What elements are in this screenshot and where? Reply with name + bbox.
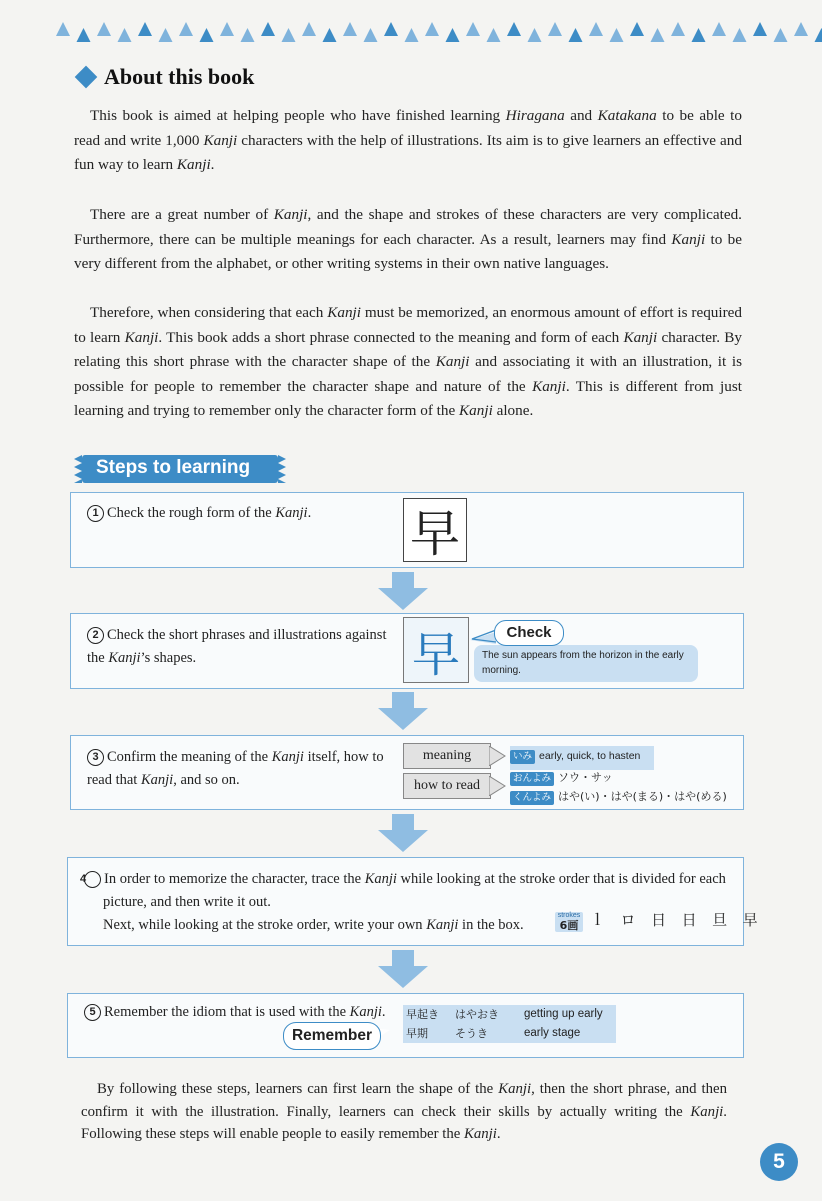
triangle-decoration xyxy=(630,22,644,36)
stroke-order-sequence: ｌ ロ 日 日 旦 早 xyxy=(590,911,760,929)
check-bubble: The sun appears from the horizon in the early morning. xyxy=(474,645,698,682)
stroke-count-badge: strokes 6画 xyxy=(555,912,583,932)
paragraph-1: This book is aimed at helping people who have finished learning Hiragana and Katakana to be able to read and write 1,000 Kanji characters with the help of illustrations. Its aim is to give learners an effective and fun way to learn Kanji. xyxy=(74,107,742,173)
decorative-triangle-border xyxy=(0,14,822,48)
step-1-box xyxy=(70,492,744,568)
triangle-decoration xyxy=(56,22,70,36)
step-2-text: 2 Check the short phrases and illustrations against the Kanji’s shapes. xyxy=(87,627,387,666)
triangle-decoration xyxy=(343,22,357,36)
pointer-arrow-icon xyxy=(489,746,507,766)
steps-title: Steps to learning xyxy=(96,457,251,478)
speech-pointer-icon xyxy=(466,628,496,646)
triangle-decoration xyxy=(692,28,706,42)
idiom-row: 早起き はやおき getting up early xyxy=(406,1008,603,1021)
step-1-text: 1 Check the rough form of the Kanji. xyxy=(87,502,311,525)
step-4-text: 4 In order to memorize the character, trace the Kanji while looking at the stroke order that is divided for each picture, and then write it out. xyxy=(79,871,726,910)
kanji-illustration: 早 xyxy=(403,617,469,683)
triangle-decoration xyxy=(794,22,808,36)
triangle-decoration xyxy=(425,22,439,36)
down-arrow-icon xyxy=(378,692,428,730)
triangle-decoration xyxy=(261,22,275,36)
onyomi-line: おんよみ ソウ・サッ xyxy=(510,770,613,786)
idiom-row: 早期 そうき early stage xyxy=(406,1027,581,1040)
triangle-decoration xyxy=(569,28,583,42)
triangle-decoration xyxy=(302,22,316,36)
paragraph-3: Therefore, when considering that each Kanji must be memorized, an enormous amount of effort is required to learn Kanji. This book adds a short phrase connected to the meaning and form of each Kanji character. By relating this short phrase with the character shape of the Kanji and associating it with an illustration, it is possible for people to remember the character shape and nature of the Kanji. This is different from just learning and trying to remember only the character form of the Kanji alone. xyxy=(74,304,742,419)
triangle-decoration xyxy=(753,22,767,36)
kanji-rough-form: 早 xyxy=(403,498,467,562)
triangle-decoration xyxy=(815,28,822,42)
triangle-decoration xyxy=(220,22,234,36)
triangle-decoration xyxy=(138,22,152,36)
triangle-decoration xyxy=(671,22,685,36)
triangle-decoration xyxy=(507,22,521,36)
triangle-decoration xyxy=(733,28,747,42)
triangle-decoration xyxy=(97,22,111,36)
triangle-decoration xyxy=(364,28,378,42)
down-arrow-icon xyxy=(378,572,428,610)
down-arrow-icon xyxy=(378,950,428,988)
pointer-arrow-icon xyxy=(489,776,507,796)
step-5-text: 5 Remember the idiom that is used with the Kanji. xyxy=(84,1001,386,1024)
section-heading xyxy=(74,64,254,90)
triangle-decoration xyxy=(466,22,480,36)
triangle-decoration xyxy=(610,28,624,42)
closing-paragraph: By following these steps, learners can first learn the shape of the Kanji, then the short phrase, and then confirm it with the illustration. Finally, learners can check their skills by actually writing the Kanji. Following these steps will enable people to easily remember the Kanji. xyxy=(81,1081,727,1142)
triangle-decoration xyxy=(528,28,542,42)
triangle-decoration xyxy=(200,28,214,42)
triangle-decoration xyxy=(282,28,296,42)
page-number: 5 xyxy=(760,1143,798,1181)
paragraph-2: There are a great number of Kanji, and the shape and strokes of these characters are very complicated. Furthermore, there can be multiple meanings for each character. As a result, learners may find Kanji to be very different from the alphabet, or other writing systems in their own native languages. xyxy=(74,206,742,272)
idiom-table xyxy=(403,1005,616,1043)
step-3-text: 3 Confirm the meaning of the Kanji itself, how to read that Kanji, and so on. xyxy=(87,749,384,788)
triangle-decoration xyxy=(77,28,91,42)
down-arrow-icon xyxy=(378,814,428,852)
triangle-decoration xyxy=(774,28,788,42)
steps-banner xyxy=(74,455,286,483)
meaning-label: meaning xyxy=(403,743,491,769)
check-label: Check xyxy=(494,620,564,646)
triangle-decoration xyxy=(446,28,460,42)
how-to-read-label: how to read xyxy=(403,773,491,799)
triangle-decoration xyxy=(384,22,398,36)
triangle-decoration xyxy=(118,28,132,42)
triangle-decoration xyxy=(487,28,501,42)
triangle-decoration xyxy=(589,22,603,36)
section-title: About this book xyxy=(104,64,255,89)
kunyomi-line: くんよみ はや(い)・はや(まる)・はや(める) xyxy=(510,789,727,805)
triangle-decoration xyxy=(405,28,419,42)
triangle-decoration xyxy=(712,22,726,36)
meaning-line: いみ early, quick, to hasten xyxy=(510,746,654,770)
step-4-text-2: Next, while looking at the stroke order, write your own Kanji in the box. xyxy=(103,917,524,933)
triangle-decoration xyxy=(548,22,562,36)
step-4-box xyxy=(67,857,744,946)
triangle-decoration xyxy=(159,28,173,42)
triangle-decoration xyxy=(179,22,193,36)
triangle-decoration xyxy=(651,28,665,42)
remember-label: Remember xyxy=(283,1022,381,1050)
triangle-decoration xyxy=(323,28,337,42)
diamond-bullet-icon xyxy=(75,66,98,89)
triangle-decoration xyxy=(241,28,255,42)
